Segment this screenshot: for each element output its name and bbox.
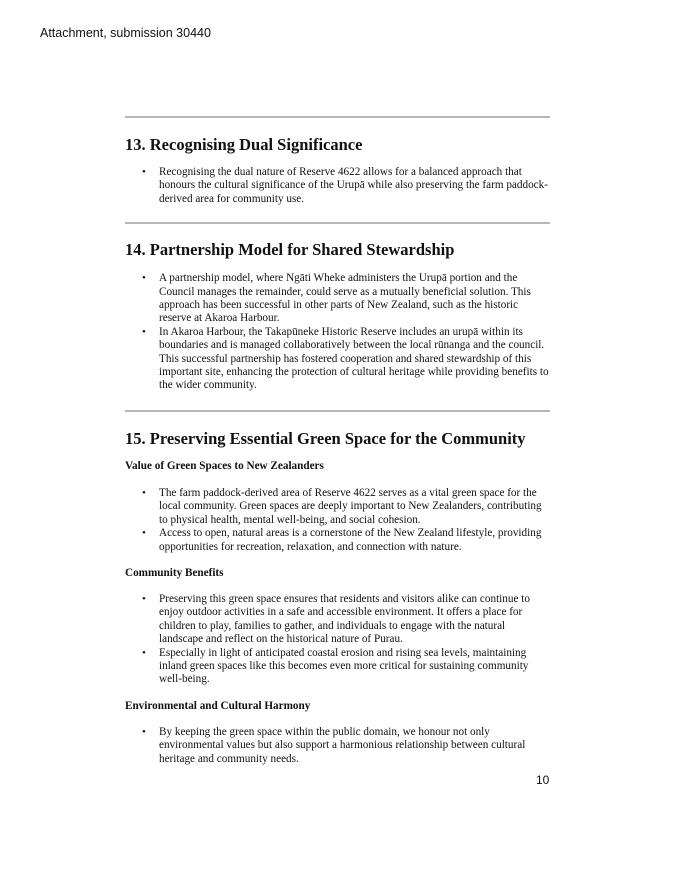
bullet-list — [125, 272, 550, 393]
list-item: • Recognising the dual nature of Reserve 4622 allows for a balanced approach that honours the cultural significance of the Urupā while also preserving the farm paddock-derived area for community use. — [125, 166, 550, 206]
list-item: • Access to open, natural areas is a cornerstone of the New Zealand lifestyle, providing opportunities for recreation, relaxation, and connection with nature. — [125, 527, 550, 554]
list-item: • By keeping the green space within the public domain, we honour not only environmental values but also support a harmonious relationship between cultural heritage and community needs. — [125, 726, 550, 766]
bullet-list — [125, 166, 550, 206]
section-heading: 15. Preserving Essential Green Space for the Community — [125, 428, 526, 448]
list-item: • The farm paddock-derived area of Reserve 4622 serves as a vital green space for the local community. Green spaces are deeply important to New Zealanders, contributing to physical health, mental well-being, and social cohesion. — [125, 487, 550, 527]
list-item: • Especially in light of anticipated coastal erosion and rising sea levels, maintaining inland green spaces like this becomes even more critical for sustaining community well-being. — [125, 647, 550, 687]
section-divider — [125, 410, 550, 412]
section-13 — [125, 135, 550, 206]
attachment-label: Attachment, submission 30440 — [40, 26, 211, 40]
list-item: • In Akaroa Harbour, the Takapūneke Historic Reserve includes an urupā within its boundaries and is managed collaboratively between the local rūnanga and the council. This successful partnership has fostered cooperation and shared stewardship of this important site, enhancing the protection of cultural heritage while providing benefits to the wider community. — [125, 326, 550, 393]
section-heading: 14. Partnership Model for Shared Stewardship — [125, 240, 455, 260]
section-heading: 13. Recognising Dual Significance — [125, 135, 363, 154]
subsection-heading: Community Benefits — [125, 566, 224, 579]
section-divider — [125, 222, 550, 224]
list-item: • Preserving this green space ensures that residents and visitors alike can continue to enjoy outdoor activities in a safe and accessible environment. It offers a place for children to play, families to gather, and individuals to engage with the natural landscape and reflect on the historical nature of Purau. — [125, 593, 550, 647]
bullet-list — [125, 593, 550, 687]
page-number: 10 — [536, 773, 550, 787]
section-divider — [125, 116, 550, 118]
document-body — [125, 116, 550, 766]
section-14 — [125, 240, 550, 393]
section-15 — [125, 429, 550, 766]
bullet-list — [125, 726, 550, 766]
subsection-heading: Value of Green Spaces to New Zealanders — [125, 459, 324, 472]
subsection-heading: Environmental and Cultural Harmony — [125, 699, 311, 712]
bullet-list — [125, 487, 550, 554]
list-item: • A partnership model, where Ngāti Wheke administers the Urupā portion and the Council manages the remainder, could serve as a mutually beneficial solution. This approach has been successful in other parts of New Zealand, such as the historic reserve at Akaroa Harbour. — [125, 272, 550, 326]
